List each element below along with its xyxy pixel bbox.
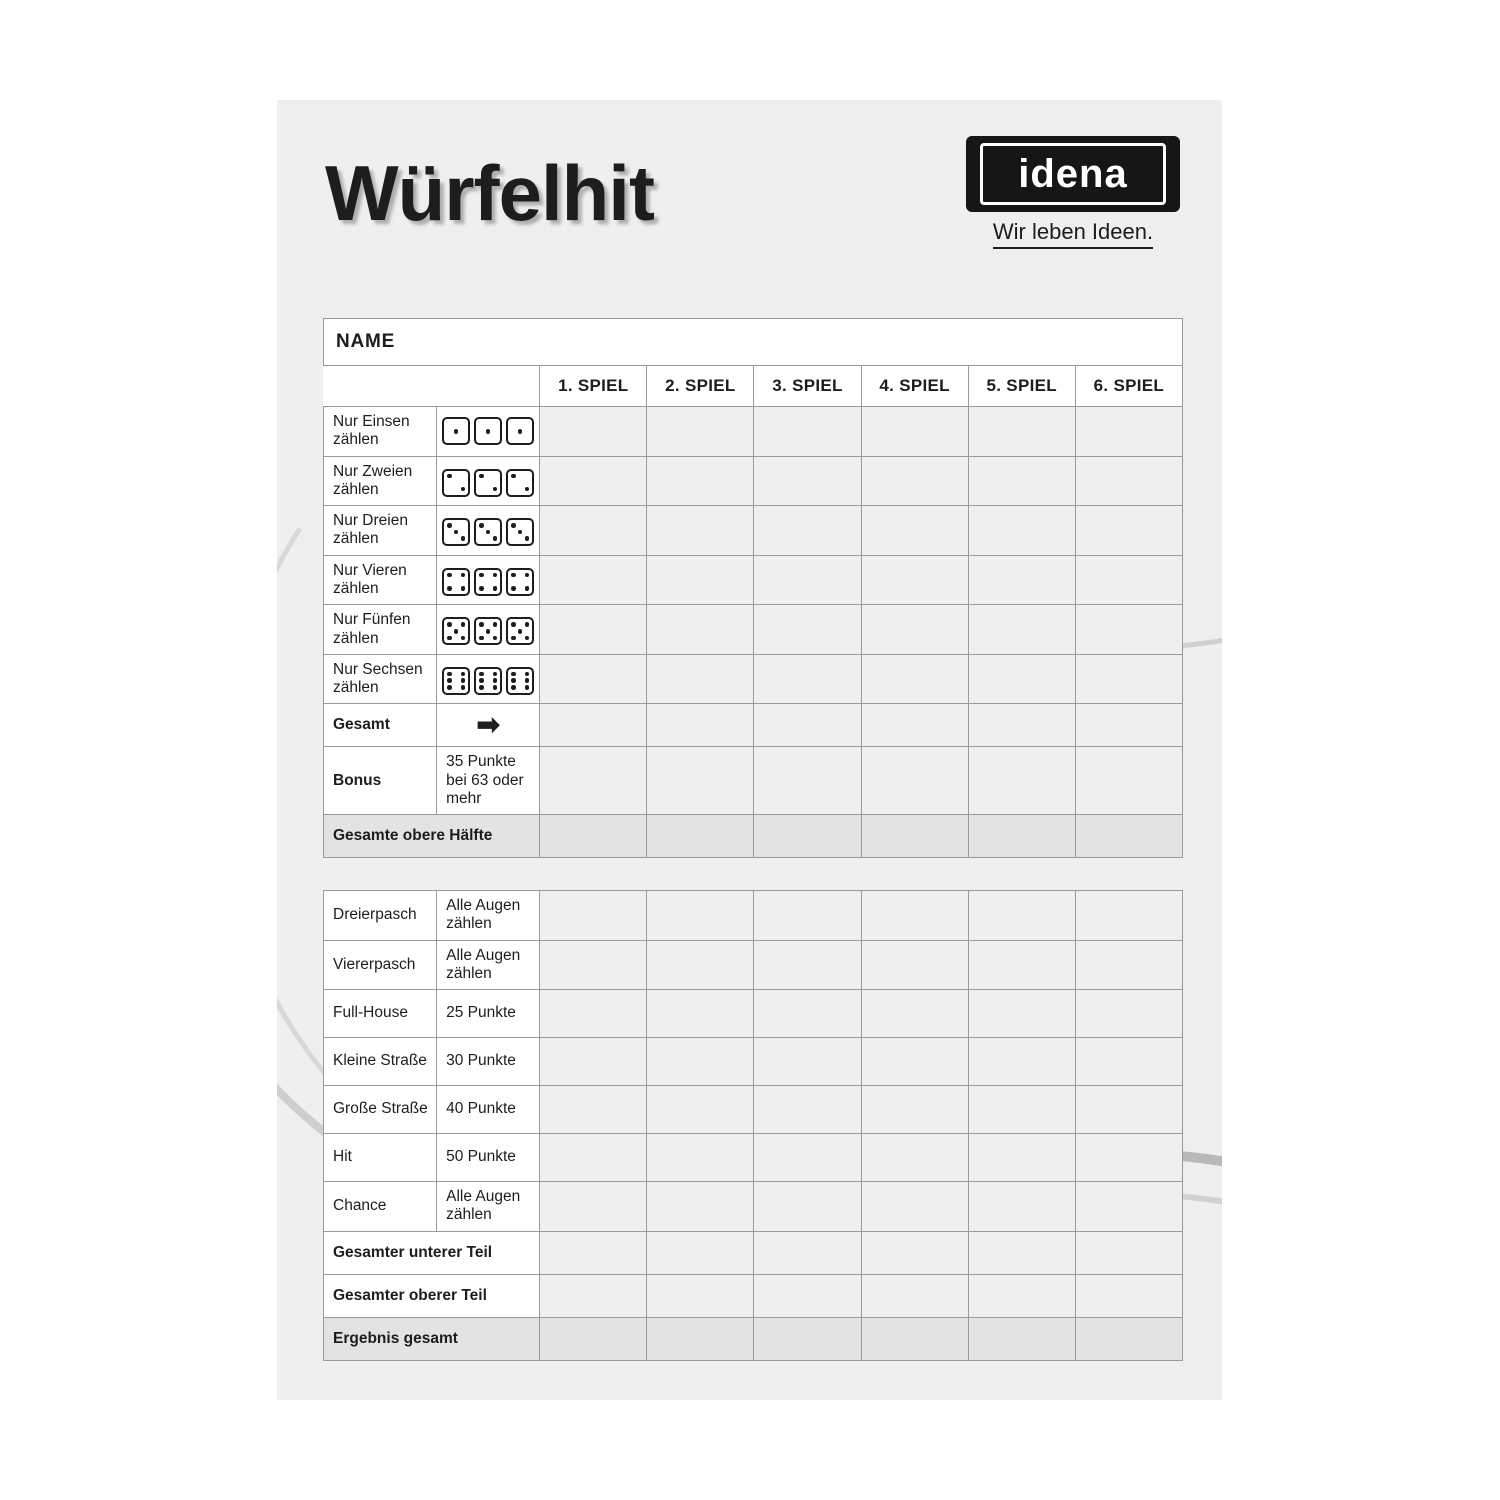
arrow-right-icon: ➡ — [437, 704, 540, 747]
score-cell-game-3[interactable] — [754, 1038, 861, 1086]
score-cell-game-2[interactable] — [647, 1182, 754, 1232]
score-cell-game-4[interactable] — [861, 1317, 968, 1360]
score-cell-game-4[interactable] — [861, 506, 968, 556]
die-pip — [493, 636, 498, 641]
upper-table — [323, 318, 1183, 858]
row-label-total-3: Ergebnis gesamt — [324, 1317, 540, 1360]
column-header-game-5: 5. SPIEL — [968, 366, 1075, 407]
lower-section-table — [323, 890, 1183, 1361]
table-row — [324, 1038, 1183, 1086]
score-cell-game-6[interactable] — [1075, 1182, 1182, 1232]
die-pip — [461, 573, 466, 578]
header-blank-cell — [324, 366, 540, 407]
die-pip — [486, 530, 491, 535]
score-cell-game-4[interactable] — [861, 654, 968, 704]
score-cell-game-5[interactable] — [968, 990, 1075, 1038]
die-pip — [493, 586, 498, 591]
name-label[interactable]: NAME — [324, 319, 1183, 366]
score-cell-game-3[interactable] — [754, 704, 861, 747]
row-label-upper-3: Nur Dreien zählen — [324, 506, 437, 556]
score-cell-game-2[interactable] — [647, 506, 754, 556]
score-cell-game-4[interactable] — [861, 1231, 968, 1274]
die-pip — [479, 622, 484, 627]
score-cell-game-1[interactable] — [540, 456, 647, 506]
score-cell-game-3[interactable] — [754, 1182, 861, 1232]
die-pip — [493, 622, 498, 627]
score-cell-game-1[interactable] — [540, 1182, 647, 1232]
upper-bonus-row — [324, 747, 1183, 815]
score-cell-game-4[interactable] — [861, 815, 968, 858]
score-cell-game-4[interactable] — [861, 990, 968, 1038]
score-cell-game-2[interactable] — [647, 815, 754, 858]
die-pip — [511, 636, 516, 641]
score-cell-game-6[interactable] — [1075, 654, 1182, 704]
die-face-2 — [474, 469, 502, 497]
game-header-row — [324, 366, 1183, 407]
score-cell-game-1[interactable] — [540, 555, 647, 605]
column-header-game-1: 1. SPIEL — [540, 366, 647, 407]
score-cell-game-4[interactable] — [861, 1134, 968, 1182]
row-label-total-2: Gesamter oberer Teil — [324, 1274, 540, 1317]
score-cell-game-1[interactable] — [540, 704, 647, 747]
row-rule-lower-7: Alle Augen zählen — [437, 1182, 540, 1232]
bonus-rule-text: 35 Punkte bei 63 oder mehr — [437, 747, 540, 815]
table-row — [324, 654, 1183, 704]
table-row — [324, 506, 1183, 556]
die-pip — [454, 530, 459, 535]
score-cell-game-2[interactable] — [647, 456, 754, 506]
score-cell-game-6[interactable] — [1075, 704, 1182, 747]
score-cell-game-5[interactable] — [968, 605, 1075, 655]
die-face-3 — [474, 518, 502, 546]
lower-total-row-2 — [324, 1274, 1183, 1317]
die-pip — [493, 487, 498, 492]
logo-box — [966, 136, 1180, 212]
score-cell-game-1[interactable] — [540, 747, 647, 815]
score-cell-game-4[interactable] — [861, 407, 968, 457]
row-label-gesamte-obere-haelfte: Gesamte obere Hälfte — [324, 815, 540, 858]
dice-illustration-2 — [437, 456, 540, 506]
score-cell-game-4[interactable] — [861, 1182, 968, 1232]
score-cell-game-2[interactable] — [647, 555, 754, 605]
row-label-lower-2: Viererpasch — [324, 940, 437, 990]
die-face-3 — [506, 518, 534, 546]
score-cell-game-4[interactable] — [861, 940, 968, 990]
dice-illustration-1 — [437, 407, 540, 457]
lower-total-row-1 — [324, 1231, 1183, 1274]
die-pip — [525, 622, 530, 627]
row-label-lower-1: Dreierpasch — [324, 891, 437, 941]
die-pip — [447, 573, 452, 578]
die-pip — [525, 586, 530, 591]
row-label-upper-6: Nur Sechsen zählen — [324, 654, 437, 704]
die-pip — [493, 685, 498, 690]
column-header-game-4: 4. SPIEL — [861, 366, 968, 407]
die-face-5 — [506, 617, 534, 645]
score-cell-game-1[interactable] — [540, 605, 647, 655]
score-cell-game-3[interactable] — [754, 1274, 861, 1317]
lower-total-row-3 — [324, 1317, 1183, 1360]
score-cell-game-6[interactable] — [1075, 605, 1182, 655]
die-pip — [518, 429, 523, 434]
score-cell-game-3[interactable] — [754, 506, 861, 556]
score-cell-game-1[interactable] — [540, 1317, 647, 1360]
table-row — [324, 456, 1183, 506]
die-pip — [493, 573, 498, 578]
die-pip — [447, 622, 452, 627]
die-pip — [447, 672, 452, 677]
score-cell-game-6[interactable] — [1075, 506, 1182, 556]
score-cell-game-3[interactable] — [754, 990, 861, 1038]
score-cell-game-6[interactable] — [1075, 456, 1182, 506]
table-row — [324, 407, 1183, 457]
score-cell-game-3[interactable] — [754, 815, 861, 858]
score-cell-game-6[interactable] — [1075, 1317, 1182, 1360]
dice-illustration-6 — [437, 654, 540, 704]
score-cell-game-1[interactable] — [540, 654, 647, 704]
score-cell-game-2[interactable] — [647, 990, 754, 1038]
score-cell-game-3[interactable] — [754, 1231, 861, 1274]
die-pip — [511, 622, 516, 627]
die-pip — [493, 678, 498, 683]
score-cell-game-5[interactable] — [968, 1274, 1075, 1317]
die-face-4 — [442, 568, 470, 596]
row-rule-lower-4: 30 Punkte — [437, 1038, 540, 1086]
score-cell-game-5[interactable] — [968, 456, 1075, 506]
score-cell-game-2[interactable] — [647, 1038, 754, 1086]
die-pip — [518, 530, 523, 535]
die-face-2 — [506, 469, 534, 497]
upper-subtotal-row — [324, 704, 1183, 747]
die-face-1 — [442, 417, 470, 445]
score-cell-game-4[interactable] — [861, 456, 968, 506]
row-label-lower-3: Full-House — [324, 990, 437, 1038]
score-cell-game-5[interactable] — [968, 407, 1075, 457]
table-row — [324, 1134, 1183, 1182]
score-cell-game-5[interactable] — [968, 815, 1075, 858]
die-face-5 — [474, 617, 502, 645]
table-row — [324, 1086, 1183, 1134]
score-cell-game-5[interactable] — [968, 555, 1075, 605]
dice-illustration-5 — [437, 605, 540, 655]
score-cell-game-2[interactable] — [647, 605, 754, 655]
score-cell-game-6[interactable] — [1075, 940, 1182, 990]
table-row — [324, 891, 1183, 941]
score-cell-game-6[interactable] — [1075, 815, 1182, 858]
score-cell-game-5[interactable] — [968, 1182, 1075, 1232]
die-pip — [511, 586, 516, 591]
die-pip — [454, 429, 459, 434]
score-cell-game-4[interactable] — [861, 891, 968, 941]
score-cell-game-6[interactable] — [1075, 407, 1182, 457]
score-cell-game-6[interactable] — [1075, 1038, 1182, 1086]
dice-group — [442, 469, 534, 497]
logo-inner-frame — [980, 143, 1166, 205]
score-cell-game-5[interactable] — [968, 1231, 1075, 1274]
score-cell-game-5[interactable] — [968, 1086, 1075, 1134]
score-cell-game-3[interactable] — [754, 1317, 861, 1360]
die-pip — [447, 523, 452, 528]
score-cell-game-1[interactable] — [540, 1274, 647, 1317]
die-pip — [518, 629, 523, 634]
die-pip — [486, 429, 491, 434]
die-pip — [493, 536, 498, 541]
score-cell-game-4[interactable] — [861, 704, 968, 747]
dice-group — [442, 667, 534, 695]
die-pip — [447, 586, 452, 591]
score-cell-game-3[interactable] — [754, 654, 861, 704]
score-cell-game-6[interactable] — [1075, 990, 1182, 1038]
score-cell-game-6[interactable] — [1075, 891, 1182, 941]
score-cell-game-2[interactable] — [647, 1134, 754, 1182]
score-sheet-page — [277, 100, 1222, 1400]
row-rule-lower-3: 25 Punkte — [437, 990, 540, 1038]
score-cell-game-2[interactable] — [647, 407, 754, 457]
die-face-6 — [442, 667, 470, 695]
row-label-upper-2: Nur Zweien zählen — [324, 456, 437, 506]
die-pip — [525, 678, 530, 683]
score-cell-game-4[interactable] — [861, 1038, 968, 1086]
score-cell-game-3[interactable] — [754, 747, 861, 815]
die-face-3 — [442, 518, 470, 546]
die-pip — [479, 474, 484, 479]
score-cell-game-5[interactable] — [968, 1317, 1075, 1360]
score-cell-game-5[interactable] — [968, 1038, 1075, 1086]
score-cell-game-3[interactable] — [754, 605, 861, 655]
die-pip — [461, 622, 466, 627]
score-cell-game-2[interactable] — [647, 940, 754, 990]
score-cell-game-6[interactable] — [1075, 555, 1182, 605]
die-face-1 — [506, 417, 534, 445]
row-label-lower-5: Große Straße — [324, 1086, 437, 1134]
die-pip — [479, 685, 484, 690]
die-pip — [461, 672, 466, 677]
score-cell-game-2[interactable] — [647, 891, 754, 941]
score-cell-game-1[interactable] — [540, 940, 647, 990]
die-pip — [479, 573, 484, 578]
score-cell-game-3[interactable] — [754, 407, 861, 457]
score-cell-game-3[interactable] — [754, 456, 861, 506]
score-cell-game-4[interactable] — [861, 1274, 968, 1317]
table-row — [324, 990, 1183, 1038]
die-pip — [511, 672, 516, 677]
table-row — [324, 555, 1183, 605]
score-cell-game-1[interactable] — [540, 891, 647, 941]
score-cell-game-4[interactable] — [861, 1086, 968, 1134]
brand-logo — [966, 136, 1180, 249]
score-cell-game-1[interactable] — [540, 1038, 647, 1086]
score-cell-game-3[interactable] — [754, 1086, 861, 1134]
score-cell-game-6[interactable] — [1075, 1086, 1182, 1134]
dice-illustration-4 — [437, 555, 540, 605]
score-cell-game-5[interactable] — [968, 506, 1075, 556]
die-face-1 — [474, 417, 502, 445]
die-pip — [461, 685, 466, 690]
upper-total-row — [324, 815, 1183, 858]
score-cell-game-1[interactable] — [540, 506, 647, 556]
score-cell-game-5[interactable] — [968, 940, 1075, 990]
row-label-total-1: Gesamter unterer Teil — [324, 1231, 540, 1274]
score-cell-game-6[interactable] — [1075, 747, 1182, 815]
score-cell-game-1[interactable] — [540, 1231, 647, 1274]
score-cell-game-2[interactable] — [647, 1231, 754, 1274]
die-face-6 — [474, 667, 502, 695]
die-face-4 — [506, 568, 534, 596]
logo-tagline: Wir leben Ideen. — [993, 219, 1153, 249]
row-label-bonus: Bonus — [324, 747, 437, 815]
name-row — [324, 319, 1183, 366]
die-pip — [454, 629, 459, 634]
die-pip — [525, 487, 530, 492]
lower-table — [323, 890, 1183, 1361]
die-pip — [447, 678, 452, 683]
die-pip — [511, 474, 516, 479]
score-cell-game-1[interactable] — [540, 1134, 647, 1182]
row-label-lower-7: Chance — [324, 1182, 437, 1232]
column-header-game-2: 2. SPIEL — [647, 366, 754, 407]
score-cell-game-2[interactable] — [647, 654, 754, 704]
row-rule-lower-2: Alle Augen zählen — [437, 940, 540, 990]
die-pip — [479, 523, 484, 528]
score-cell-game-5[interactable] — [968, 654, 1075, 704]
die-pip — [525, 672, 530, 677]
row-label-upper-1: Nur Einsen zählen — [324, 407, 437, 457]
score-cell-game-3[interactable] — [754, 940, 861, 990]
die-pip — [447, 636, 452, 641]
upper-section-table — [323, 318, 1183, 858]
table-row — [324, 940, 1183, 990]
die-pip — [511, 678, 516, 683]
score-cell-game-6[interactable] — [1075, 1231, 1182, 1274]
score-cell-game-2[interactable] — [647, 747, 754, 815]
die-pip — [511, 573, 516, 578]
row-label-upper-5: Nur Fünfen zählen — [324, 605, 437, 655]
die-pip — [447, 685, 452, 690]
die-face-2 — [442, 469, 470, 497]
column-header-game-3: 3. SPIEL — [754, 366, 861, 407]
score-cell-game-5[interactable] — [968, 704, 1075, 747]
row-rule-lower-6: 50 Punkte — [437, 1134, 540, 1182]
die-pip — [479, 678, 484, 683]
table-row — [324, 1182, 1183, 1232]
table-row — [324, 605, 1183, 655]
row-label-lower-4: Kleine Straße — [324, 1038, 437, 1086]
score-cell-game-5[interactable] — [968, 891, 1075, 941]
score-cell-game-5[interactable] — [968, 747, 1075, 815]
die-pip — [525, 573, 530, 578]
score-cell-game-2[interactable] — [647, 1086, 754, 1134]
die-pip — [493, 672, 498, 677]
page-title: Würfelhit — [325, 149, 654, 237]
dice-group — [442, 518, 534, 546]
die-pip — [461, 678, 466, 683]
die-pip — [511, 523, 516, 528]
score-cell-game-1[interactable] — [540, 815, 647, 858]
die-pip — [461, 536, 466, 541]
score-cell-game-4[interactable] — [861, 747, 968, 815]
logo-wordmark: idena — [1018, 152, 1128, 196]
die-pip — [525, 536, 530, 541]
die-face-4 — [474, 568, 502, 596]
score-cell-game-5[interactable] — [968, 1134, 1075, 1182]
row-rule-lower-5: 40 Punkte — [437, 1086, 540, 1134]
dice-illustration-3 — [437, 506, 540, 556]
dice-group — [442, 417, 534, 445]
column-header-game-6: 6. SPIEL — [1075, 366, 1182, 407]
score-cell-game-4[interactable] — [861, 605, 968, 655]
score-cell-game-1[interactable] — [540, 990, 647, 1038]
score-cell-game-6[interactable] — [1075, 1274, 1182, 1317]
die-pip — [486, 629, 491, 634]
die-face-5 — [442, 617, 470, 645]
die-pip — [479, 672, 484, 677]
score-cell-game-6[interactable] — [1075, 1134, 1182, 1182]
die-pip — [511, 685, 516, 690]
score-cell-game-3[interactable] — [754, 891, 861, 941]
row-rule-lower-1: Alle Augen zählen — [437, 891, 540, 941]
die-face-6 — [506, 667, 534, 695]
row-label-lower-6: Hit — [324, 1134, 437, 1182]
die-pip — [525, 685, 530, 690]
dice-group — [442, 568, 534, 596]
score-cell-game-2[interactable] — [647, 1274, 754, 1317]
die-pip — [461, 636, 466, 641]
score-cell-game-3[interactable] — [754, 555, 861, 605]
die-pip — [461, 586, 466, 591]
score-cell-game-1[interactable] — [540, 407, 647, 457]
die-pip — [479, 586, 484, 591]
die-pip — [479, 636, 484, 641]
score-cell-game-2[interactable] — [647, 1317, 754, 1360]
row-label-upper-4: Nur Vieren zählen — [324, 555, 437, 605]
die-pip — [461, 487, 466, 492]
dice-group — [442, 617, 534, 645]
score-cell-game-2[interactable] — [647, 704, 754, 747]
row-label-gesamt: Gesamt — [324, 704, 437, 747]
die-pip — [447, 474, 452, 479]
score-cell-game-1[interactable] — [540, 1086, 647, 1134]
die-pip — [525, 636, 530, 641]
score-cell-game-3[interactable] — [754, 1134, 861, 1182]
score-cell-game-4[interactable] — [861, 555, 968, 605]
